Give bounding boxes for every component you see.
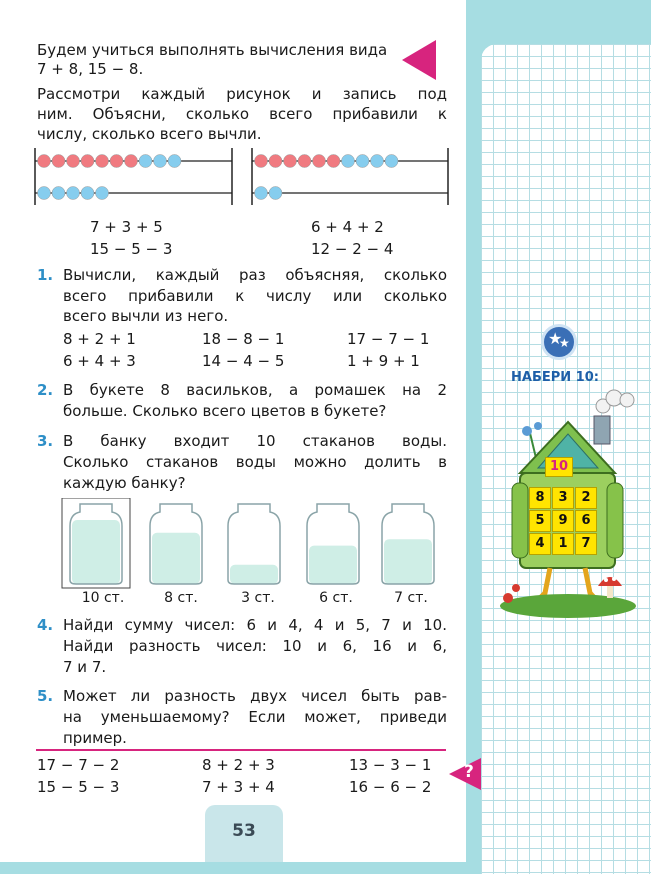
task1-expr: 8 + 2 + 1 <box>63 330 136 348</box>
grid-cell: 5 <box>529 510 551 532</box>
bead <box>52 155 65 168</box>
jar-label: 10 ст. <box>81 590 125 606</box>
example-right-1: 6 + 4 + 2 <box>311 218 384 236</box>
question-marker <box>449 756 485 792</box>
bead <box>154 155 167 168</box>
task1-expr: 1 + 9 + 1 <box>347 352 420 370</box>
bottom-expr: 15 − 5 − 3 <box>37 778 120 796</box>
bead <box>38 187 51 200</box>
bead <box>255 155 268 168</box>
task2-number: 2. <box>37 381 54 399</box>
page-number: 53 <box>205 805 283 862</box>
bead <box>284 155 297 168</box>
bead <box>96 187 109 200</box>
bead <box>313 155 326 168</box>
task3-number: 3. <box>37 432 54 450</box>
bead <box>168 155 181 168</box>
bead <box>255 187 268 200</box>
jar <box>228 504 280 584</box>
bead <box>327 155 340 168</box>
bead <box>125 155 138 168</box>
example-left-1: 7 + 3 + 5 <box>90 218 163 236</box>
bead <box>269 155 282 168</box>
sidebar-title: НАБЕРИ 10: <box>511 370 599 385</box>
grid-cell: 6 <box>575 510 597 532</box>
bead <box>110 155 123 168</box>
jar <box>307 504 359 584</box>
task1-expr: 14 − 4 − 5 <box>202 352 285 370</box>
intro-line2: 7 + 8, 15 − 8. <box>37 60 144 78</box>
bottom-expr: 13 − 3 − 1 <box>349 756 432 774</box>
bead <box>81 155 94 168</box>
task1-text-2: всего прибавили к числу или сколько <box>63 287 447 305</box>
bead <box>67 155 80 168</box>
task5-number: 5. <box>37 687 54 705</box>
grid-cell: 2 <box>575 487 597 509</box>
task1-expr: 18 − 8 − 1 <box>202 330 285 348</box>
bottom-expr: 8 + 2 + 3 <box>202 756 275 774</box>
jar-label: 3 ст. <box>241 590 275 606</box>
divider-rule <box>36 749 446 751</box>
grid-cell: 4 <box>529 533 551 555</box>
bead-frame-left <box>35 148 232 205</box>
task1-number: 1. <box>37 266 54 284</box>
bead <box>385 155 398 168</box>
bead <box>52 187 65 200</box>
task5-text-1: Может ли разность двух чисел быть рав- <box>63 687 447 705</box>
bead-frame-right <box>252 148 448 205</box>
jar-label: 8 ст. <box>164 590 198 606</box>
mushroom-icon <box>598 577 622 598</box>
jar-water <box>309 546 357 584</box>
grid-cell: 7 <box>575 533 597 555</box>
example-right-2: 12 − 2 − 4 <box>311 240 394 258</box>
bead <box>371 155 384 168</box>
bead <box>356 155 369 168</box>
house-number-10: 10 <box>545 457 573 477</box>
jar-label: 6 ст. <box>319 590 353 606</box>
bead <box>139 155 152 168</box>
jar-water <box>72 520 120 584</box>
jar-label: 7 ст. <box>394 590 428 606</box>
bead <box>298 155 311 168</box>
jar-water <box>230 565 278 584</box>
grid-cell: 1 <box>552 533 574 555</box>
task2-text-1: В букете 8 васильков, а ромашек на 2 <box>63 381 447 399</box>
intro-para-2: ним. Объясни, сколько всего прибавили к <box>37 105 447 123</box>
number-grid <box>529 487 601 559</box>
bead <box>67 187 80 200</box>
bead <box>38 155 51 168</box>
task4-text-3: 7 и 7. <box>63 658 107 676</box>
bottom-expr: 16 − 6 − 2 <box>349 778 432 796</box>
jar <box>382 504 434 584</box>
bead <box>81 187 94 200</box>
jar <box>150 504 202 584</box>
task2-text-2: больше. Сколько всего цветов в букете? <box>63 402 387 420</box>
bead <box>342 155 355 168</box>
task5-text-3: пример. <box>63 729 127 747</box>
intro-line1: Будем учиться выполнять вычисления вида <box>37 41 388 59</box>
pink-marker-icon <box>402 40 436 80</box>
intro-para-1: Рассмотри каждый рисунок и запись под <box>37 85 447 103</box>
jar-water <box>152 533 200 584</box>
grid-cell: 3 <box>552 487 574 509</box>
task3-text-1: В банку входит 10 стаканов воды. <box>63 432 447 450</box>
task4-number: 4. <box>37 616 54 634</box>
chimney-smoke-icon <box>594 390 634 444</box>
jar <box>62 498 130 588</box>
bead <box>269 187 282 200</box>
jars-illustration <box>60 498 460 590</box>
question-mark: ? <box>464 762 474 782</box>
bead <box>96 155 109 168</box>
task3-text-2: Сколько стаканов воды можно долить в <box>63 453 447 471</box>
jar-water <box>384 539 432 584</box>
task5-text-2: на уменьшаемому? Если может, приведи <box>63 708 447 726</box>
task4-text-2: Найди разность чисел: 10 и 6, 16 и 6, <box>63 637 447 655</box>
task4-text-1: Найди сумму чисел: 6 и 4, 4 и 5, 7 и 10. <box>63 616 447 634</box>
stars-badge-icon: ★ ★ <box>541 324 577 360</box>
task1-expr: 6 + 4 + 3 <box>63 352 136 370</box>
task1-expr: 17 − 7 − 1 <box>347 330 430 348</box>
grid-cell: 9 <box>552 510 574 532</box>
bead-diagram <box>30 145 450 210</box>
bottom-expr: 17 − 7 − 2 <box>37 756 120 774</box>
grass-icon <box>500 594 636 618</box>
example-left-2: 15 − 5 − 3 <box>90 240 173 258</box>
task1-text-3: всего вычли из него. <box>63 307 229 325</box>
intro-para-3: числу, сколько всего вычли. <box>37 125 262 143</box>
task3-text-3: каждую банку? <box>63 474 186 492</box>
grid-cell: 8 <box>529 487 551 509</box>
task1-text-1: Вычисли, каждый раз объясняя, сколько <box>63 266 447 284</box>
bottom-expr: 7 + 3 + 4 <box>202 778 275 796</box>
